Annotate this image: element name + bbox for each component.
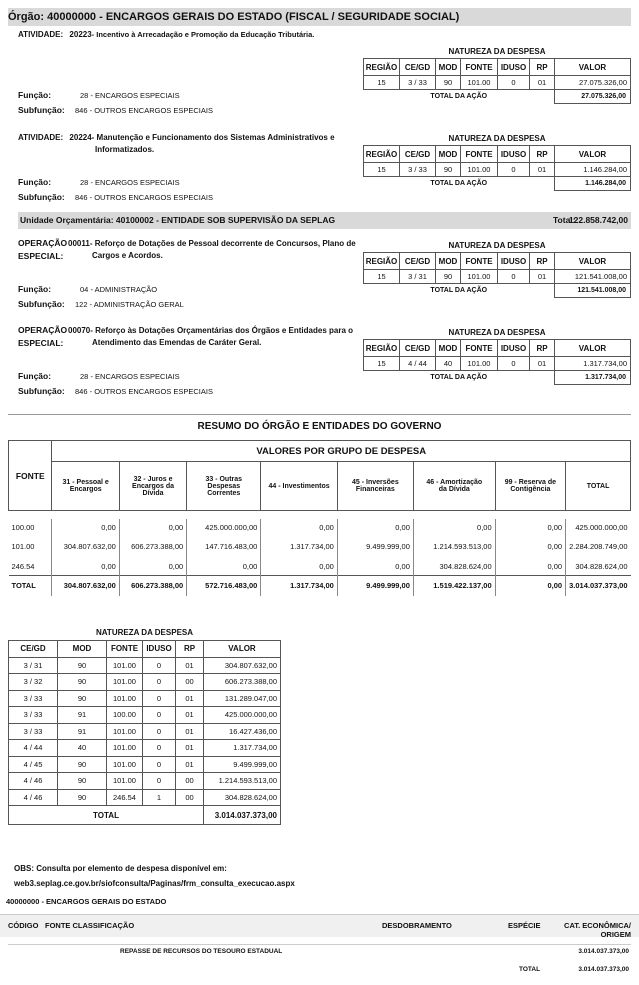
col-valor: VALOR (555, 340, 631, 357)
nd-title: NATUREZA DA DESPESA (448, 327, 546, 337)
cell: 101.00 (107, 740, 143, 757)
resumo-col-44-l1: 44 - Investimentos (268, 482, 330, 490)
block3-funcao-label: Função: (18, 284, 52, 294)
cell: 101.00 (461, 270, 498, 284)
cell: 01 (530, 76, 555, 90)
nd2-col-fonte: FONTE (107, 641, 143, 658)
table-row (9, 740, 281, 757)
block1-subfuncao-label: Subfunção: (18, 105, 65, 115)
cell: 90 (58, 773, 107, 790)
footer-header (0, 914, 639, 937)
cell: 0 (143, 756, 176, 773)
cell: 0 (143, 773, 176, 790)
cell: 90 (436, 76, 461, 90)
footer-divider (8, 944, 631, 945)
nd2-col-iduso: IDUSO (143, 641, 176, 658)
block3-funcao-code: 04 (80, 285, 89, 294)
cell: 0,00 (495, 575, 565, 596)
cell: 27.075.326,00 (555, 76, 631, 90)
cell: 304.807.632,00 (52, 575, 119, 596)
resumo-col-total (566, 462, 631, 511)
cell: 1.317.734,00 (261, 536, 338, 558)
cell: 90 (58, 756, 107, 773)
cell: 0 (143, 657, 176, 674)
block1-desc: - Incentivo à Arrecadação e Promoção da Educação Tributária. (91, 30, 315, 39)
cell: 01 (530, 270, 555, 284)
cell: 0,00 (187, 558, 261, 576)
col-cegd: CE/GD (400, 340, 436, 357)
cell: 0,00 (337, 519, 413, 536)
cell: 40 (58, 740, 107, 757)
cell: TOTAL (9, 575, 52, 596)
block4-label: OPERAÇÃO (18, 325, 68, 335)
unidade-total-label: Total: (553, 215, 576, 225)
block3-nd-table (363, 238, 631, 298)
col-rp: RP (530, 146, 555, 163)
block4-subfuncao-text: - OUTROS ENCARGOS ESPECIAIS (89, 387, 213, 396)
cell: 0,00 (337, 558, 413, 576)
block2-desc-1: - Manutenção e Funcionamento dos Sistemas Administrativos e (91, 133, 335, 142)
cell: 1.214.593.513,00 (413, 536, 495, 558)
cell: 3 / 31 (9, 657, 58, 674)
block2-subfuncao-label: Subfunção: (18, 192, 65, 202)
resumo-col-99-l2: Contigência (510, 486, 551, 493)
unidade-total: 122.858.742,00 (568, 215, 628, 225)
cell: 00 (176, 789, 204, 806)
resumo-col-total-l1: TOTAL (586, 482, 610, 490)
cell: 90 (58, 657, 107, 674)
cell: 90 (58, 789, 107, 806)
table-row (364, 76, 631, 90)
block2-title (18, 133, 335, 142)
col-regiao: REGIÃO (364, 146, 400, 163)
resumo-table (8, 440, 631, 596)
cell: 00 (176, 773, 204, 790)
cell: 00 (176, 674, 204, 691)
total-acao-label: TOTAL DA AÇÃO (364, 90, 555, 104)
cell: 91 (58, 707, 107, 724)
resumo-col-33-l1: 33 - Outras (205, 475, 243, 483)
cell: 91 (58, 723, 107, 740)
cell: 1.317.734,00 (261, 575, 338, 596)
cell: 100.00 (9, 519, 52, 536)
col-regiao: REGIÃO (364, 340, 400, 357)
resumo-col-32 (119, 462, 186, 511)
cell: 101.00 (461, 357, 498, 371)
cell: 304.828.624,00 (413, 558, 495, 576)
footer-repasse-value: 3.014.037.373,00 (578, 948, 629, 955)
footer-origem: ORIGEM (600, 930, 631, 939)
footer-codigo: CÓDIGO (8, 921, 39, 930)
col-rp: RP (530, 340, 555, 357)
block2-subfuncao-code: 846 (75, 193, 88, 202)
cell: 01 (176, 657, 204, 674)
block1-subfuncao-code: 846 (75, 106, 88, 115)
block1-funcao-label: Função: (18, 90, 52, 100)
resumo-col-33-l3: Correntes (207, 489, 241, 497)
block4-funcao-label: Função: (18, 371, 52, 381)
unidade-bar (18, 212, 631, 229)
nd2-col-mod: MOD (58, 641, 107, 658)
col-cegd: CE/GD (400, 146, 436, 163)
cell: 425.000.000,00 (187, 519, 261, 536)
cell: 3 / 31 (400, 270, 436, 284)
cell: 0,00 (119, 519, 186, 536)
cell: 0,00 (52, 558, 119, 576)
block1-nd-table (363, 44, 631, 104)
block3-label2: ESPECIAL: (18, 251, 64, 261)
resumo-col-32-l3: Dívida (142, 489, 164, 497)
cell: 4 / 45 (9, 756, 58, 773)
col-regiao: REGIÃO (364, 253, 400, 270)
cell: 90 (436, 163, 461, 177)
cell: 101.00 (107, 756, 143, 773)
cell: 4 / 44 (400, 357, 436, 371)
nd2-col-cegd: CE/GD (9, 641, 58, 658)
resumo-group-title: VALORES POR GRUPO DE DESPESA (52, 441, 631, 462)
table-row (9, 707, 281, 724)
footer-especie: ESPÉCIE (508, 921, 541, 930)
cell: 1.519.422.137,00 (413, 575, 495, 596)
cell: 425.000.000,00 (204, 707, 281, 724)
cell: 01 (176, 756, 204, 773)
cell: 1 (143, 789, 176, 806)
block3-desc-1: - Reforço de Dotações de Pessoal decorrente de Concursos, Plano de (89, 239, 356, 248)
block1-subfuncao-text: - OUTROS ENCARGOS ESPECIAIS (89, 106, 213, 115)
resumo-col-45 (337, 462, 413, 511)
block2-nd-table (363, 131, 631, 191)
cell: 15 (364, 76, 400, 90)
resumo-col-99 (495, 462, 565, 511)
footer-repasse-label: REPASSE DE RECURSOS DO TESOURO ESTADUAL (120, 948, 283, 955)
cell: 101.00 (107, 657, 143, 674)
cell: 3 / 33 (400, 163, 436, 177)
cell: 425.000.000,00 (575, 522, 628, 532)
resumo-col-46-l1: 46 - Amortização (426, 479, 483, 486)
cell: 101.00 (107, 773, 143, 790)
cell: 40 (436, 357, 461, 371)
resumo-total-row (9, 575, 631, 596)
block2-funcao (80, 178, 180, 187)
col-iduso: IDUSO (498, 146, 530, 163)
cell: 101.00 (107, 723, 143, 740)
cell: 4 / 46 (9, 773, 58, 790)
cell: 3 / 33 (400, 76, 436, 90)
block1-subfuncao (75, 106, 213, 115)
cell: 1.214.593.513,00 (204, 773, 281, 790)
table-row (9, 690, 281, 707)
block3-funcao (80, 285, 157, 294)
footer-fonte-classificacao: FONTE CLASSIFICAÇÃO (45, 921, 135, 930)
orgao-footer: 40000000 - ENCARGOS GERAIS DO ESTADO (6, 897, 167, 906)
table-row (9, 536, 631, 558)
block2-funcao-text: - ENCARGOS ESPECIAIS (90, 178, 180, 187)
table-row (9, 789, 281, 806)
cell: 9.499.999,00 (204, 756, 281, 773)
cell: 4 / 44 (9, 740, 58, 757)
cell: 16.427.436,00 (204, 723, 281, 740)
col-fonte: FONTE (461, 59, 498, 76)
cell: 3 / 33 (9, 690, 58, 707)
cell: 90 (58, 674, 107, 691)
cell: 1.146.284,00 (555, 163, 631, 177)
nd-title: NATUREZA DA DESPESA (448, 46, 546, 56)
total-acao-value: 121.541.008,00 (555, 284, 631, 298)
cell: 2.284.208.749,00 (569, 542, 628, 551)
cell: 101.00 (107, 674, 143, 691)
block1-funcao-text: - ENCARGOS ESPECIAIS (90, 91, 180, 100)
table-row (9, 723, 281, 740)
cell: 304.828.624,00 (204, 789, 281, 806)
resumo-col-45-l1: 45 - Inversões (352, 479, 399, 486)
cell: 15 (364, 270, 400, 284)
resumo-col-44 (261, 462, 338, 511)
table-row (364, 163, 631, 177)
cell: 01 (176, 690, 204, 707)
cell: 246.54 (9, 558, 52, 576)
col-mod: MOD (436, 340, 461, 357)
resumo-col-46 (413, 462, 495, 511)
cell: 0 (143, 690, 176, 707)
cell: 90 (436, 270, 461, 284)
block3-subfuncao-label: Subfunção: (18, 299, 65, 309)
cell: 1.317.734,00 (555, 357, 631, 371)
cell: 304.807.632,00 (52, 536, 119, 558)
col-rp: RP (530, 253, 555, 270)
table-row (9, 558, 631, 576)
cell: 0,00 (495, 558, 565, 576)
cell: 0,00 (495, 519, 565, 536)
table-row (9, 756, 281, 773)
resumo-fonte-header: FONTE (9, 441, 52, 511)
resumo-col-33-l2: Despesas (207, 482, 241, 490)
table-row (9, 519, 631, 536)
block4-desc-1: - Reforço às Dotações Orçamentárias dos Órgãos e Entidades para o (90, 326, 354, 335)
cell: 1.317.734,00 (204, 740, 281, 757)
cell: 0,00 (119, 558, 186, 576)
cell: 0 (498, 357, 530, 371)
block3-funcao-text: - ADMINISTRAÇÃO (90, 285, 158, 294)
col-iduso: IDUSO (498, 253, 530, 270)
block4-desc-2: Atendimento das Emendas de Caráter Geral. (92, 338, 262, 347)
cell: 0 (143, 723, 176, 740)
block4-subfuncao-label: Subfunção: (18, 386, 65, 396)
col-cegd: CE/GD (400, 253, 436, 270)
footer-total-label: TOTAL (519, 966, 541, 973)
footer-cat-economica: CAT. ECONÔMICA/ (564, 921, 631, 930)
unidade-text: Unidade Orçamentária: 40100002 - ENTIDADE SOB SUPERVISÃO DA SEPLAG (20, 215, 336, 225)
table-row (9, 674, 281, 691)
cell: 15 (364, 163, 400, 177)
col-fonte: FONTE (461, 146, 498, 163)
col-iduso: IDUSO (498, 340, 530, 357)
cell: 01 (530, 357, 555, 371)
block3-code: 00011 (68, 239, 90, 248)
cell: 9.499.999,00 (337, 536, 413, 558)
nd2-col-valor: VALOR (204, 641, 281, 658)
orgao-header: Órgão: 40000000 - ENCARGOS GERAIS DO ESTADO (FISCAL / SEGURIDADE SOCIAL) (8, 8, 631, 26)
block1-label: ATIVIDADE: (18, 30, 64, 39)
cell: 131.289.047,00 (204, 690, 281, 707)
cell: 304.807.632,00 (204, 657, 281, 674)
block4-code: 00070 (68, 326, 91, 335)
cell: 01 (530, 163, 555, 177)
block2-funcao-code: 28 (80, 178, 89, 187)
cell: 0,00 (52, 519, 119, 536)
block3-desc-2: Cargos e Acordos. (92, 251, 163, 260)
col-valor: VALOR (555, 59, 631, 76)
block2-subfuncao (75, 193, 213, 202)
cell: 0 (498, 270, 530, 284)
col-valor: VALOR (555, 146, 631, 163)
cell: 9.499.999,00 (337, 575, 413, 596)
resumo-col-31 (52, 462, 119, 511)
cell: 90 (58, 690, 107, 707)
block2-code: 20224 (69, 133, 92, 142)
cell: 121.541.008,00 (555, 270, 631, 284)
obs-line-1: OBS: Consulta por elemento de despesa disponível em: (14, 864, 227, 873)
cell: 101.00 (107, 690, 143, 707)
block4-label2: ESPECIAL: (18, 338, 64, 348)
block2-funcao-label: Função: (18, 177, 52, 187)
nd2-table (8, 624, 281, 825)
block4-nd-table (363, 325, 631, 385)
total-acao-value: 1.146.284,00 (555, 177, 631, 191)
cell: 101.00 (9, 536, 52, 558)
cell: 01 (176, 723, 204, 740)
block2-subfuncao-text: - OUTROS ENCARGOS ESPECIAIS (89, 193, 213, 202)
cell: 0,00 (495, 536, 565, 558)
cell: 101.00 (461, 163, 498, 177)
block2-label: ATIVIDADE: (18, 133, 64, 142)
cell: 15 (364, 357, 400, 371)
col-cegd: CE/GD (400, 59, 436, 76)
cell: 304.828.624,00 (575, 561, 628, 571)
cell: 3 / 32 (9, 674, 58, 691)
resumo-col-46-l2: da Dívida (438, 486, 470, 493)
block4-subfuncao (75, 387, 213, 396)
resumo-title: RESUMO DO ÓRGÃO E ENTIDADES DO GOVERNO (197, 421, 442, 432)
cell: 01 (176, 740, 204, 757)
nd2-total-label: TOTAL (9, 806, 204, 825)
footer-desdobramento: DESDOBRAMENTO (382, 921, 452, 930)
block3-subfuncao-text: - ADMINISTRAÇÃO GERAL (89, 300, 184, 309)
resumo-col-32-l1: 32 - Juros e (133, 475, 173, 483)
cell: 606.273.388,00 (119, 536, 186, 558)
divider (8, 414, 631, 415)
resumo-col-31-l1: 31 - Pessoal e (62, 479, 109, 486)
block1-funcao-code: 28 (80, 91, 89, 100)
block3-title (68, 239, 356, 248)
cell: 0 (143, 740, 176, 757)
resumo-col-31-l2: Encargos (69, 486, 102, 493)
table-row (364, 270, 631, 284)
resumo-col-99-l1: 99 - Reserva de (504, 479, 557, 486)
table-row (364, 357, 631, 371)
nd-title: NATUREZA DA DESPESA (448, 240, 546, 250)
col-iduso: IDUSO (498, 59, 530, 76)
resumo-col-32-l2: Encargos da (132, 482, 175, 490)
block4-subfuncao-code: 846 (75, 387, 88, 396)
obs-link[interactable]: web3.seplag.ce.gov.br/siofconsulta/Paginas/frm_consulta_execucao.aspx (14, 879, 295, 888)
total-acao-label: TOTAL DA AÇÃO (364, 284, 555, 298)
block4-funcao (80, 372, 180, 381)
block3-label: OPERAÇÃO (18, 238, 68, 248)
col-mod: MOD (436, 146, 461, 163)
cell: 0 (143, 674, 176, 691)
cell: 572.716.483,00 (187, 575, 261, 596)
block2-desc-2: Informatizados. (95, 145, 155, 154)
table-row (9, 657, 281, 674)
footer-total-value: 3.014.037.373,00 (578, 966, 629, 973)
cell: 100.00 (107, 707, 143, 724)
col-rp: RP (530, 59, 555, 76)
nd2-total-value: 3.014.037.373,00 (204, 806, 281, 825)
resumo-col-45-l2: Financeiras (355, 486, 395, 493)
block4-funcao-text: - ENCARGOS ESPECIAIS (90, 372, 180, 381)
cell: 606.273.388,00 (119, 575, 186, 596)
total-acao-value: 27.075.326,00 (555, 90, 631, 104)
block1-title (18, 30, 314, 39)
col-fonte: FONTE (461, 340, 498, 357)
col-fonte: FONTE (461, 253, 498, 270)
nd2-title: NATUREZA DA DESPESA (95, 627, 194, 637)
nd2-col-rp: RP (176, 641, 204, 658)
cell: 101.00 (461, 76, 498, 90)
col-valor: VALOR (555, 253, 631, 270)
block1-funcao (80, 91, 180, 100)
cell: 0,00 (261, 558, 338, 576)
cell: 3.014.037.373,00 (566, 575, 631, 596)
block4-funcao-code: 28 (80, 372, 89, 381)
cell: 3 / 33 (9, 707, 58, 724)
cell: 01 (176, 707, 204, 724)
cell: 246.54 (107, 789, 143, 806)
cell: 147.716.483,00 (187, 536, 261, 558)
cell: 0 (143, 707, 176, 724)
col-mod: MOD (436, 253, 461, 270)
col-regiao: REGIÃO (364, 59, 400, 76)
cell: 0,00 (261, 519, 338, 536)
cell: 4 / 46 (9, 789, 58, 806)
cell: 3 / 33 (9, 723, 58, 740)
block4-title (68, 326, 353, 335)
block3-subfuncao-code: 122 (75, 300, 88, 309)
resumo-col-33 (187, 462, 261, 511)
cell: 0 (498, 163, 530, 177)
cell: 0 (498, 76, 530, 90)
table-row (9, 773, 281, 790)
nd-title: NATUREZA DA DESPESA (448, 133, 546, 143)
total-acao-label: TOTAL DA AÇÃO (364, 177, 555, 191)
total-acao-value: 1.317.734,00 (555, 371, 631, 385)
cell: 0,00 (413, 519, 495, 536)
cell: 606.273.388,00 (204, 674, 281, 691)
total-acao-label: TOTAL DA AÇÃO (364, 371, 555, 385)
col-mod: MOD (436, 59, 461, 76)
block3-subfuncao (75, 300, 184, 309)
block1-code: 20223 (69, 30, 92, 39)
